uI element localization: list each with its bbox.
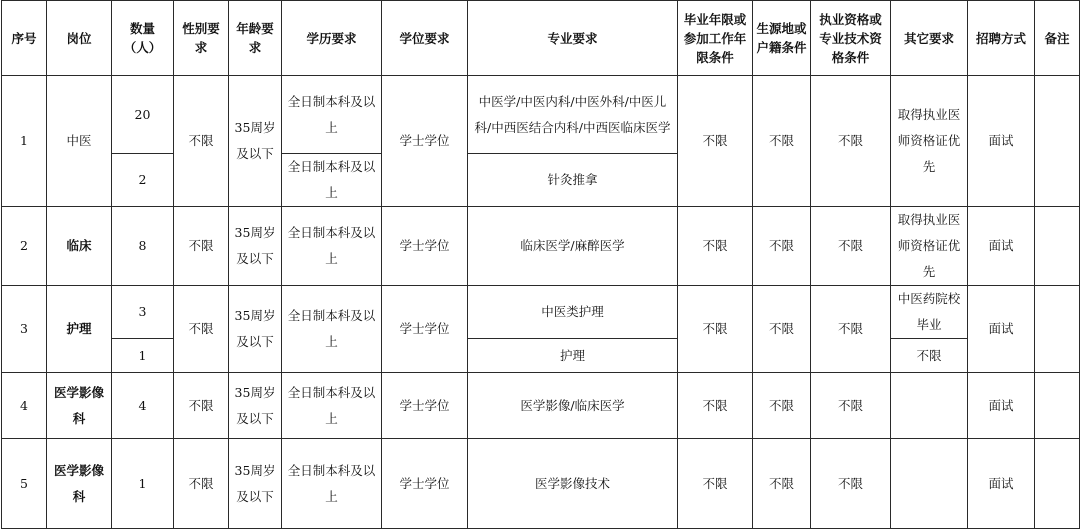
table-row [2, 286, 1080, 339]
cell-post: 中医 [47, 76, 112, 207]
cell-method: 面试 [968, 286, 1035, 373]
cell-education: 全日制本科及以上 [282, 207, 382, 286]
cell-remark [1035, 286, 1080, 373]
cell-origin: 不限 [753, 76, 811, 207]
cell-remark [1035, 373, 1080, 439]
cell-count: 1 [112, 339, 174, 373]
cell-count: 8 [112, 207, 174, 286]
cell-major: 中医类护理 [468, 286, 678, 339]
cell-degree: 学士学位 [382, 439, 468, 529]
cell-degree: 学士学位 [382, 286, 468, 373]
cell-experience: 不限 [678, 76, 753, 207]
header-gender: 性别要求 [174, 1, 229, 76]
cell-remark [1035, 207, 1080, 286]
header-method: 招聘方式 [968, 1, 1035, 76]
cell-count: 4 [112, 373, 174, 439]
table-row [2, 439, 1080, 529]
cell-seq: 3 [2, 286, 47, 373]
cell-age: 35周岁及以下 [229, 286, 282, 373]
cell-age: 35周岁及以下 [229, 76, 282, 207]
header-seq: 序号 [2, 1, 47, 76]
cell-count: 20 [112, 76, 174, 154]
cell-post: 临床 [47, 207, 112, 286]
cell-other: 取得执业医师资格证优先 [891, 207, 968, 286]
cell-remark [1035, 76, 1080, 207]
cell-experience: 不限 [678, 439, 753, 529]
header-major: 专业要求 [468, 1, 678, 76]
cell-experience: 不限 [678, 207, 753, 286]
cell-other [891, 439, 968, 529]
cell-qualification: 不限 [811, 76, 891, 207]
cell-education: 全日制本科及以上 [282, 76, 382, 154]
cell-seq: 2 [2, 207, 47, 286]
cell-other: 取得执业医师资格证优先 [891, 76, 968, 207]
cell-other: 中医药院校毕业 [891, 286, 968, 339]
header-degree: 学位要求 [382, 1, 468, 76]
header-age: 年龄要求 [229, 1, 282, 76]
cell-qualification: 不限 [811, 207, 891, 286]
cell-count: 1 [112, 439, 174, 529]
header-education: 学历要求 [282, 1, 382, 76]
header-post: 岗位 [47, 1, 112, 76]
cell-degree: 学士学位 [382, 207, 468, 286]
cell-age: 35周岁及以下 [229, 373, 282, 439]
cell-education: 全日制本科及以上 [282, 373, 382, 439]
cell-experience: 不限 [678, 286, 753, 373]
cell-gender: 不限 [174, 207, 229, 286]
cell-seq: 5 [2, 439, 47, 529]
cell-count: 2 [112, 154, 174, 207]
cell-remark [1035, 439, 1080, 529]
header-other: 其它要求 [891, 1, 968, 76]
cell-major: 护理 [468, 339, 678, 373]
header-origin: 生源地或户籍条件 [753, 1, 811, 76]
cell-age: 35周岁及以下 [229, 207, 282, 286]
cell-gender: 不限 [174, 76, 229, 207]
cell-post: 护理 [47, 286, 112, 373]
cell-count: 3 [112, 286, 174, 339]
cell-seq: 4 [2, 373, 47, 439]
cell-origin: 不限 [753, 207, 811, 286]
cell-other: 不限 [891, 339, 968, 373]
header-remark: 备注 [1035, 1, 1080, 76]
cell-major: 临床医学/麻醉医学 [468, 207, 678, 286]
cell-origin: 不限 [753, 373, 811, 439]
cell-origin: 不限 [753, 286, 811, 373]
header-experience: 毕业年限或参加工作年限条件 [678, 1, 753, 76]
header-count: 数量（人） [112, 1, 174, 76]
table-row [2, 373, 1080, 439]
cell-origin: 不限 [753, 439, 811, 529]
cell-post: 医学影像科 [47, 373, 112, 439]
cell-post: 医学影像科 [47, 439, 112, 529]
cell-education: 全日制本科及以上 [282, 154, 382, 207]
cell-age: 35周岁及以下 [229, 439, 282, 529]
cell-seq: 1 [2, 76, 47, 207]
cell-education: 全日制本科及以上 [282, 439, 382, 529]
cell-qualification: 不限 [811, 373, 891, 439]
cell-degree: 学士学位 [382, 76, 468, 207]
cell-major: 医学影像/临床医学 [468, 373, 678, 439]
table-row [2, 339, 1080, 373]
cell-method: 面试 [968, 373, 1035, 439]
cell-method: 面试 [968, 439, 1035, 529]
cell-other [891, 373, 968, 439]
recruitment-table [1, 0, 1080, 529]
header-row [2, 1, 1080, 76]
cell-gender: 不限 [174, 439, 229, 529]
cell-gender: 不限 [174, 286, 229, 373]
cell-degree: 学士学位 [382, 373, 468, 439]
table-row [2, 76, 1080, 154]
cell-experience: 不限 [678, 373, 753, 439]
cell-education: 全日制本科及以上 [282, 286, 382, 373]
cell-major: 中医学/中医内科/中医外科/中医儿科/中西医结合内科/中西医临床医学 [468, 76, 678, 154]
cell-major: 针灸推拿 [468, 154, 678, 207]
cell-method: 面试 [968, 207, 1035, 286]
table-row [2, 207, 1080, 286]
cell-gender: 不限 [174, 373, 229, 439]
cell-major: 医学影像技术 [468, 439, 678, 529]
header-qualification: 执业资格或专业技术资格条件 [811, 1, 891, 76]
cell-method: 面试 [968, 76, 1035, 207]
cell-qualification: 不限 [811, 286, 891, 373]
cell-qualification: 不限 [811, 439, 891, 529]
